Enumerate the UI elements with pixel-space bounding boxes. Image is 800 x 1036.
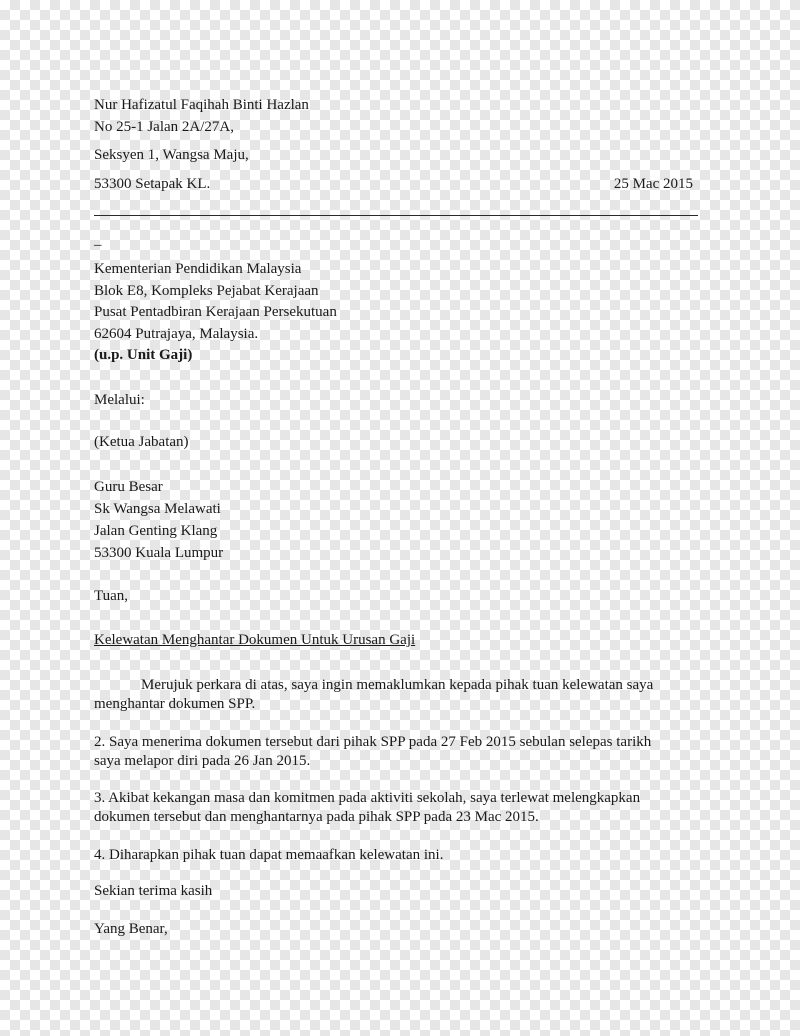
paragraph-1-line-2: menghantar dokumen SPP. — [94, 696, 256, 712]
recipient-attention: (u.p. Unit Gaji) — [94, 347, 193, 363]
paragraph-3-line-2: dokumen tersebut dan menghantarnya pada pihak SPP pada 23 Mac 2015. — [94, 809, 539, 825]
salutation: Tuan, — [94, 588, 129, 604]
via-label: Melalui: — [94, 392, 145, 408]
sender-name: Nur Hafizatul Faqihah Binti Hazlan — [94, 97, 309, 113]
letter-subject: Kelewatan Menghantar Dokumen Untuk Urusan Gaji — [94, 632, 416, 648]
head-line-4: 53300 Kuala Lumpur — [94, 545, 224, 561]
paragraph-2-line-1: 2. Saya menerima dokumen tersebut dari pihak SPP pada 27 Feb 2015 sebulan selepas tarikh — [94, 734, 652, 750]
sender-address-line-1: No 25-1 Jalan 2A/27A, — [94, 119, 234, 135]
paragraph-3-line-1: 3. Akibat kekangan masa dan komitmen pada aktiviti sekolah, saya terlewat melengkapkan — [94, 790, 641, 806]
dash-mark: – — [94, 237, 102, 253]
via-title: (Ketua Jabatan) — [94, 434, 189, 450]
recipient-line-4: 62604 Putrajaya, Malaysia. — [94, 326, 259, 342]
recipient-line-3: Pusat Pentadbiran Kerajaan Persekutuan — [94, 304, 337, 320]
letter-date: 25 Mac 2015 — [613, 176, 693, 192]
paragraph-1-line-1: Merujuk perkara di atas, saya ingin memaklumkan kepada pihak tuan kelewatan saya — [141, 677, 654, 693]
header-divider — [94, 215, 698, 216]
sender-address-line-3: 53300 Setapak KL. — [94, 176, 211, 192]
paragraph-4-line-1: 4. Diharapkan pihak tuan dapat memaafkan kelewatan ini. — [94, 847, 444, 863]
paragraph-2-line-2: saya melapor diri pada 26 Jan 2015. — [94, 753, 311, 769]
recipient-line-2: Blok E8, Kompleks Pejabat Kerajaan — [94, 283, 319, 299]
sender-address-line-2: Seksyen 1, Wangsa Maju, — [94, 147, 249, 163]
signoff-text: Yang Benar, — [94, 921, 168, 937]
recipient-line-1: Kementerian Pendidikan Malaysia — [94, 261, 302, 277]
head-line-2: Sk Wangsa Melawati — [94, 501, 221, 517]
closing-text: Sekian terima kasih — [94, 883, 213, 899]
head-line-3: Jalan Genting Klang — [94, 523, 218, 539]
head-line-1: Guru Besar — [94, 479, 163, 495]
